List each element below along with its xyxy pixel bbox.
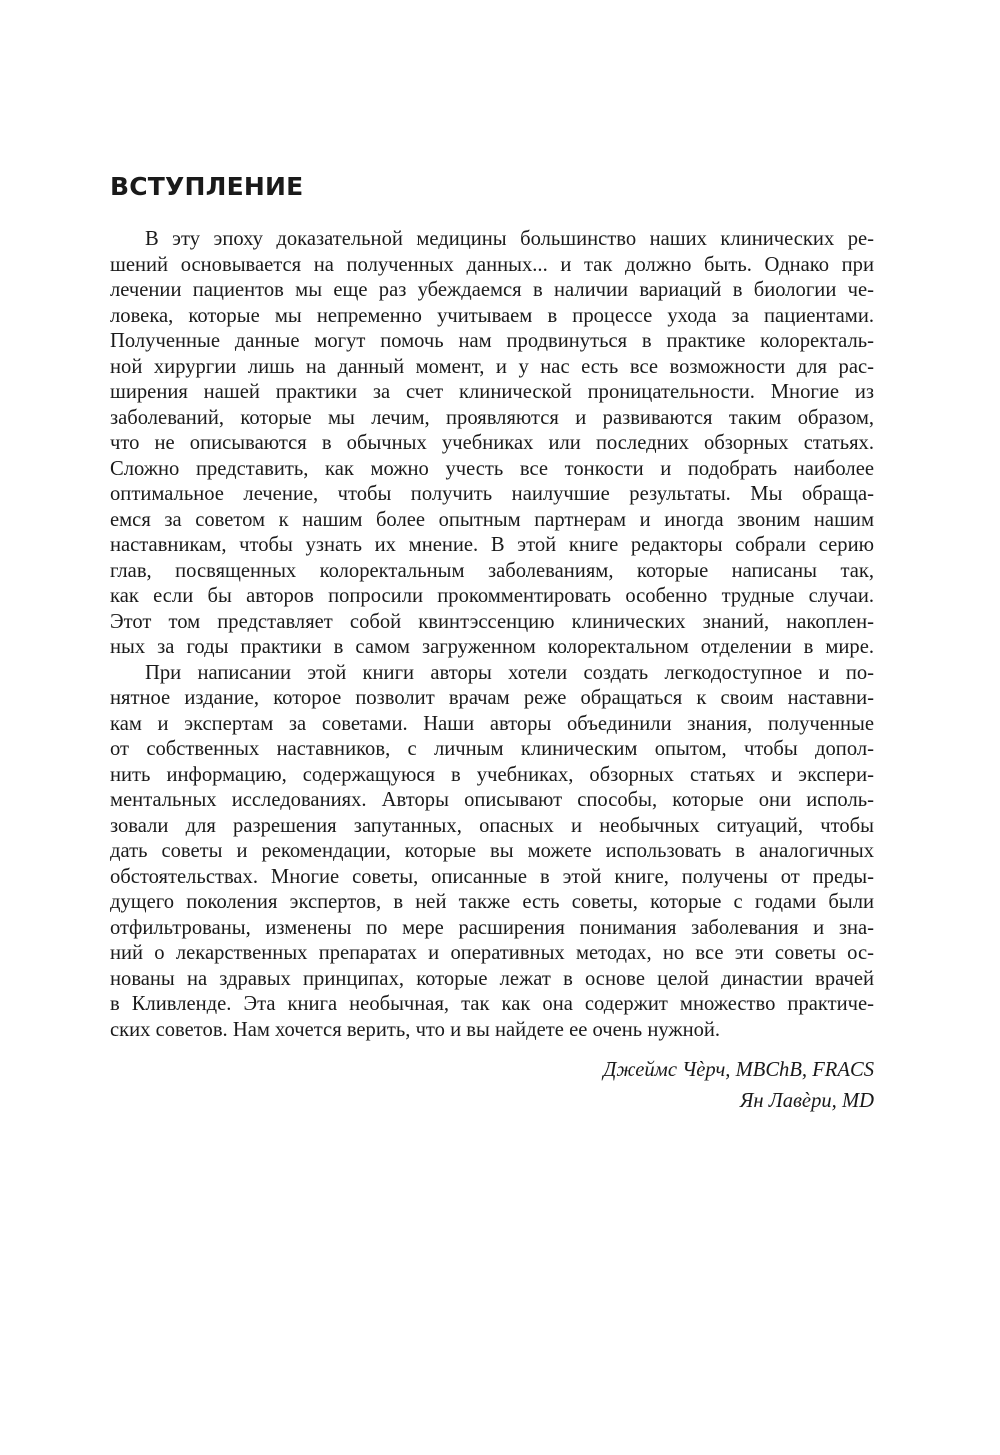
text-line: ний о лекарственных препаратах и оперативных методах, но все эти советы ос- [110,942,874,964]
text-line: оптимальное лечение, чтобы получить наилучшие результаты. Мы обраща- [110,483,874,505]
text-line: что не описываются в обычных учебниках или последних обзорных статьях. [110,432,874,454]
body-text [110,227,874,1043]
text-line: ширения нашей практики за счет клинической проницательности. Многие из [110,381,874,403]
text-line: глав, посвященных колоректальным заболеваниям, которые написаны так, [110,559,874,582]
text-line: как если бы авторов попросили прокомментировать особенно трудные случаи. [110,585,874,607]
text-line: ловека, которые мы непременно учитываем в процессе ухода за пациентами. [110,304,874,327]
text-line: заболеваний, которые мы лечим, проявляются и развиваются таким образом, [110,406,874,429]
text-line: ментальных исследованиях. Авторы описывают способы, которые они исполь- [110,789,874,811]
text-line: отфильтрованы, изменены по мере расширения понимания заболевания и зна- [110,916,874,939]
text-line: зовали для разрешения запутанных, опасных и необычных ситуаций, чтобы [110,814,874,837]
text-line: Сложно представить, как можно учесть все тонкости и подобрать наиболее [110,457,874,480]
text-line: Полученные данные могут помочь нам продвинуться в практике колоректаль- [110,330,874,352]
text-line: емся за советом к нашим более опытным партнерам и иногда звоним нашим [110,508,874,531]
text-line: ских советов. Нам хочется верить, что и вы найдете ее очень нужной. [110,1018,721,1041]
paragraph-2 [110,661,874,1044]
text-line: ных за годы практики в самом загруженном колоректальном отделении в мире. [110,636,874,658]
text-line: кам и экспертам за советами. Наши авторы объединили знания, полученные [110,712,874,735]
text-line: нить информацию, содержащуюся в учебниках, обзорных статьях и экспери- [110,763,874,786]
text-line: ной хирургии лишь на данный момент, и у нас есть все возможности для рас- [110,355,874,378]
text-line: В эту эпоху доказательной медицины большинство наших клинических ре- [145,228,874,250]
text-line: лечении пациентов мы еще раз убеждаемся в наличии вариаций в биологии че- [110,279,874,301]
text-line: дать советы и рекомендации, которые вы можете использовать в аналогичных [110,840,874,862]
author-signature: Джеймс Чѐрч, MBChB, FRACS [603,1059,874,1081]
text-line: нованы на здравых принципах, которые лежат в основе целой династии врачей [110,967,874,990]
author-signature: Ян Лавѐри, MD [739,1090,874,1112]
text-line: обстоятельствах. Многие советы, описанные в этой книге, получены от преды- [110,865,874,888]
text-line: шений основывается на полученных данных... и так должно быть. Однако при [110,253,874,276]
text-line: При написании этой книги авторы хотели создать легкодоступное и по- [145,661,874,684]
text-line: от собственных наставников, с личным клиническим опытом, чтобы допол- [110,738,874,760]
text-line: дущего поколения экспертов, в ней также есть советы, которые с годами были [110,891,874,913]
author-signatures [603,1055,874,1117]
text-line: нятное издание, которое позволит врачам реже обращаться к своим наставни- [110,687,874,709]
text-line: наставникам, чтобы узнать их мнение. В этой книге редакторы собрали серию [110,534,874,556]
paragraph-1 [110,227,874,661]
page-title: ВСТУПЛЕНИЕ [110,172,304,201]
text-line: Этот том представляет собой квинтэссенцию клинических знаний, накоплен- [110,610,874,633]
text-line: в Кливленде. Эта книга необычная, так как она содержит множество практиче- [110,993,874,1015]
